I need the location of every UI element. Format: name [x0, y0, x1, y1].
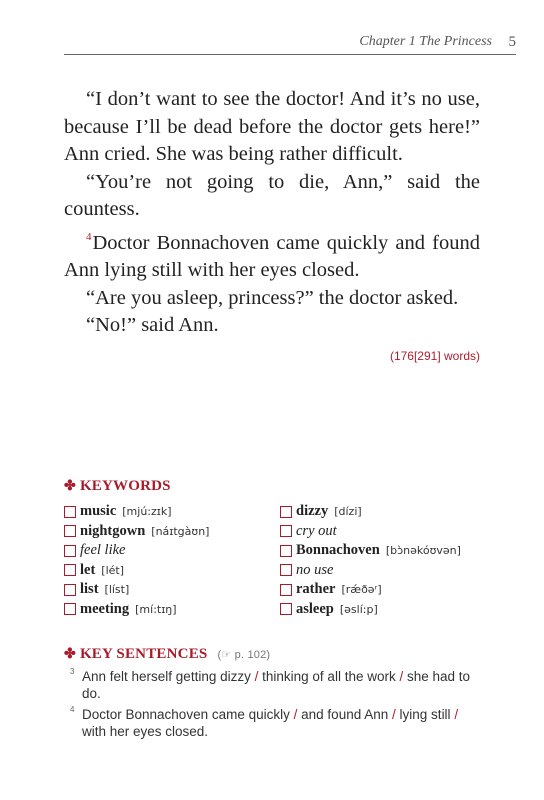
sentence-chunk: thinking of all the work: [262, 669, 396, 684]
page-header: [64, 34, 516, 56]
sentence-chunk: Doctor Bonnachoven came quickly: [82, 707, 290, 722]
checkbox-icon[interactable]: [64, 584, 76, 596]
keyword-word: let: [80, 561, 96, 578]
chapter-title: Chapter 1 The Princess: [359, 34, 492, 49]
chunk-separator: /: [454, 707, 459, 722]
keyword-item: [280, 600, 500, 620]
checkbox-icon[interactable]: [280, 545, 292, 557]
keyword-pronunciation: [líst]: [104, 583, 130, 597]
keyword-item: [64, 580, 284, 600]
chunk-separator: /: [254, 669, 259, 684]
keywords-heading-text: KEYWORDS: [79, 478, 171, 494]
keyword-word: rather: [296, 581, 336, 598]
keyword-pronunciation: [bɔ̀nəkóʊvən]: [385, 544, 461, 558]
keyword-pronunciation: [mjú:zɪk]: [122, 505, 172, 519]
chunk-separator: /: [392, 707, 396, 722]
story-paragraph: “You’re not going to die, Ann,” said the countess.: [64, 170, 480, 220]
key-sentences-list: [70, 668, 480, 744]
checkbox-icon[interactable]: [280, 603, 292, 615]
keyword-word: list: [80, 581, 99, 598]
keyword-item: [280, 522, 500, 542]
story-paragraph: “Are you asleep, princess?” the doctor asked.: [86, 286, 459, 309]
keyword-item: [64, 541, 284, 561]
keyword-word: feel like: [80, 542, 126, 559]
checkbox-icon[interactable]: [64, 525, 76, 537]
keyword-pronunciation: [mí:tɪŋ]: [135, 602, 177, 616]
keyword-item: [280, 502, 500, 522]
keyword-word: music: [80, 503, 117, 520]
checkbox-icon[interactable]: [280, 564, 292, 576]
page-number: 5: [508, 34, 516, 50]
checkbox-icon[interactable]: [64, 506, 76, 518]
header-rule: [64, 54, 516, 55]
keyword-word: Bonnachoven: [296, 542, 380, 559]
story-text: [64, 86, 480, 340]
checkbox-icon[interactable]: [280, 584, 292, 596]
sentence-number: 4: [70, 705, 75, 714]
sentence-chunk: with her eyes closed.: [82, 724, 209, 739]
keyword-item: [64, 522, 284, 542]
keyword-word: nightgown: [80, 522, 146, 539]
checkbox-icon[interactable]: [280, 506, 292, 518]
keyword-item: [280, 561, 500, 581]
keywords-heading: [64, 478, 171, 495]
keyword-word: asleep: [296, 600, 334, 617]
story-paragraph: “I don’t want to see the doctor! And it’s no use, because I’ll be dead before the doctor gets here!” Ann cried. She was being rather difficult.: [64, 88, 480, 165]
keywords-right-column: [280, 502, 500, 619]
word-count: (176[291] words): [389, 349, 480, 363]
page-reference: (☞ p. 102): [217, 649, 271, 661]
key-sentence: [70, 706, 480, 740]
keyword-pronunciation: [əslí:p]: [339, 602, 378, 616]
clover-icon: ✤: [64, 479, 76, 494]
checkbox-icon[interactable]: [64, 545, 76, 557]
chunk-separator: /: [399, 669, 404, 684]
keywords-left-column: [64, 502, 284, 619]
checkbox-icon[interactable]: [280, 525, 292, 537]
key-sentences-heading-text: KEY SENTENCES: [79, 646, 208, 662]
story-paragraph: “No!” said Ann.: [86, 314, 219, 336]
sentence-chunk: and found Ann: [301, 707, 389, 722]
key-sentences-heading: [64, 646, 270, 663]
keyword-pronunciation: [dízi]: [334, 505, 362, 519]
keyword-pronunciation: [lét]: [101, 563, 125, 577]
sentence-chunk: Ann felt herself getting dizzy: [82, 669, 251, 684]
keyword-item: [64, 600, 284, 620]
keyword-item: [280, 580, 500, 600]
keyword-item: [280, 541, 500, 561]
checkbox-icon[interactable]: [64, 564, 76, 576]
story-paragraph-text: Doctor Bonnachoven came quickly and found Ann lying still with her eyes closed.: [64, 231, 480, 281]
clover-icon: ✤: [64, 647, 76, 662]
keyword-item: [64, 561, 284, 581]
keyword-word: cry out: [296, 522, 337, 539]
checkbox-icon[interactable]: [64, 603, 76, 615]
keyword-word: meeting: [80, 600, 130, 617]
chunk-separator: /: [293, 707, 298, 722]
sentence-marker: 4: [86, 230, 92, 243]
key-sentence: [70, 668, 480, 702]
keyword-word: no use: [296, 561, 334, 578]
sentence-chunk: lying still: [399, 707, 451, 722]
keyword-item: [64, 502, 284, 522]
keyword-word: dizzy: [296, 503, 329, 520]
keyword-pronunciation: [náɪtgàʊn]: [151, 524, 210, 538]
sentence-number: 3: [70, 667, 75, 676]
sentence-chunk: she had to do.: [82, 669, 471, 701]
story-paragraph: [64, 224, 480, 285]
keyword-pronunciation: [rǽðəʳ]: [341, 583, 382, 597]
